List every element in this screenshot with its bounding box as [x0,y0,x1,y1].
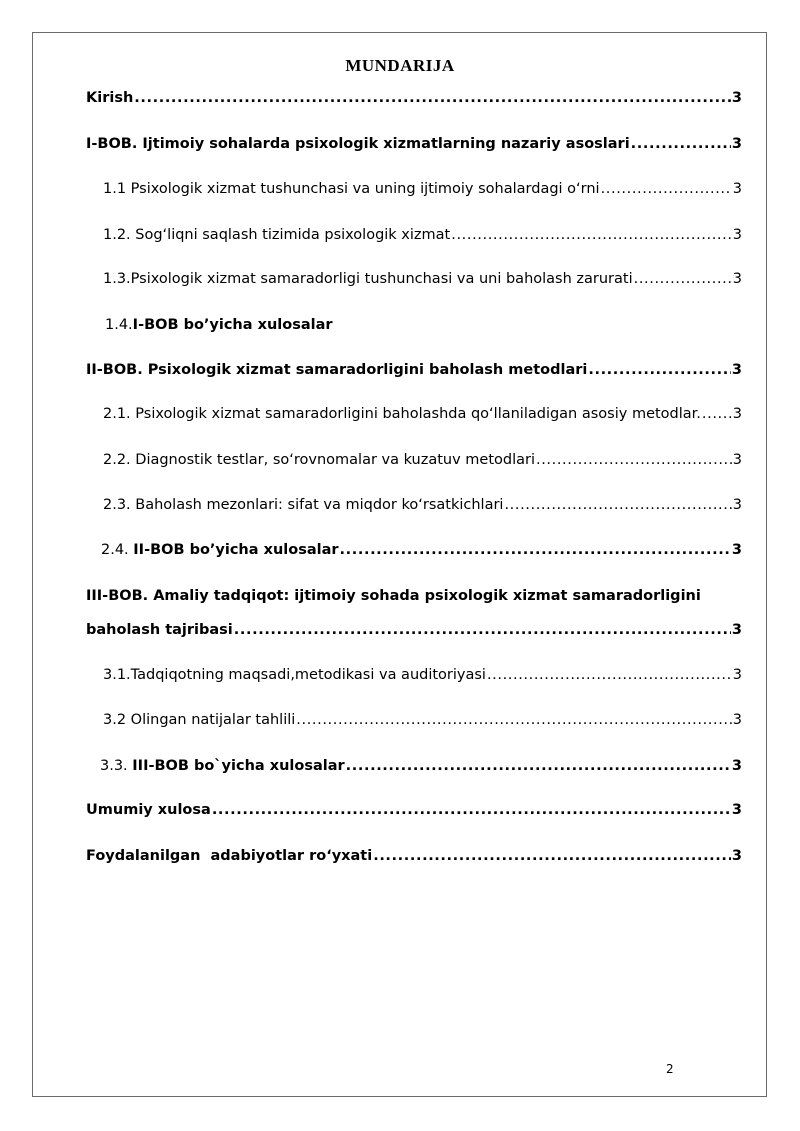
toc-entry-label: Umumiy xulosa [86,802,211,818]
toc-entry-label: I-BOB. Ijtimoiy sohalarda psixologik xizmatlarning nazariy asoslari [86,136,630,152]
toc-title: MUNDARIJA [345,56,455,75]
toc-entry-label: Foydalanilgan adabiyotlar ro‘yxati [86,848,373,864]
toc-entry-page: 3 [732,497,742,513]
toc-entry-2-1[interactable] [103,406,742,422]
toc-entry-page: 3 [731,136,742,152]
toc-entry-label: 3.2 Olingan natijalar tahlili [103,712,296,728]
leader-dots [212,802,731,818]
toc-entry-page: 3 [732,712,742,728]
leader-dots [346,758,731,774]
toc-entry-number: 2.4. [101,542,134,558]
toc-entry-label: 3.1.Tadqiqotning maqsadi,metodikasi va auditoriyasi [103,667,486,683]
leader-dots [296,712,731,728]
leader-dots [601,181,732,197]
toc-entry-chapter-1[interactable] [86,136,742,152]
toc-entry-1-2[interactable] [103,227,742,243]
toc-entry-page: 3 [731,622,742,638]
leader-dots [487,667,732,683]
toc-entry-page: 3 [731,802,742,818]
toc-entry-label: I-BOB bo’yicha xulosalar [132,317,333,333]
leader-dots [134,90,731,106]
toc-entry-page: 3 [731,90,742,106]
toc-entry-label: 2.3. Baholash mezonlari: sifat va miqdor ko‘rsatkichlari [103,497,504,513]
toc-entry-page: 3 [732,452,742,468]
toc-entry-label: Kirish [86,90,134,106]
toc-entry-chapter-2[interactable] [86,362,742,378]
toc-entry-label: III-BOB bo`yicha xulosalar [132,758,345,774]
toc-entry-label: 2.2. Diagnostik testlar, so‘rovnomalar va kuzatuv metodlari [103,452,536,468]
toc-entry-label: 1.1 Psixologik xizmat tushunchasi va uning ijtimoiy sohalardagi o‘rni [103,181,600,197]
toc-entry-number: 3.3. [100,758,133,774]
toc-entry-label: II-BOB. Psixologik xizmat samaradorligini baholash metodlari [86,362,588,378]
toc-entry-2-2[interactable] [103,452,742,468]
toc-entry-page: 3 [732,227,742,243]
leader-dots [234,622,731,638]
toc-entry-label: 2.1. Psixologik xizmat samaradorligini baholashda qo‘llaniladigan asosiy metodlar. [103,406,701,422]
toc-entry-label: III-BOB. Amaliy tadqiqot: ijtimoiy sohada psixologik xizmat samaradorligini [86,588,701,604]
toc-entry-number: 1.4. [105,317,133,333]
leader-dots [536,452,732,468]
toc-entry-label: baholash tajribasi [86,622,233,638]
toc-entry-page: 3 [732,406,742,422]
toc-entry-references[interactable] [86,848,742,864]
toc-entry-chapter-3[interactable] [86,588,701,604]
toc-entry-label: 1.3.Psixologik xizmat samaradorligi tushunchasi va uni baholash zarurati [103,271,633,287]
leader-dots [340,542,731,558]
toc-entry-2-3[interactable] [103,497,742,513]
toc-entry-1-4[interactable] [105,317,333,333]
toc-entry-chapter-3-cont[interactable] [86,622,742,638]
leader-dots [588,362,731,378]
toc-entry-1-3[interactable] [103,271,742,287]
toc-entry-1-1[interactable] [103,181,742,197]
toc-entry-page: 3 [731,542,742,558]
toc-entry-page: 3 [732,181,742,197]
leader-dots [504,497,731,513]
toc-entry-3-1[interactable] [103,667,742,683]
toc-entry-3-2[interactable] [103,712,742,728]
leader-dots [451,227,732,243]
leader-dots [373,848,731,864]
toc-entry-page: 3 [731,362,742,378]
toc-entry-page: 3 [732,667,742,683]
leader-dots [631,136,731,152]
toc-entry-page: 3 [731,848,742,864]
toc-entry-2-4[interactable] [101,542,742,558]
leader-dots [702,406,732,422]
page-number: 2 [666,1062,674,1076]
toc-entry-kirish[interactable] [86,90,742,106]
leader-dots [634,271,732,287]
toc-entry-label: II-BOB bo’yicha xulosalar [133,542,339,558]
toc-entry-3-3[interactable] [100,758,742,774]
toc-entry-page: 3 [731,758,742,774]
toc-entry-conclusion[interactable] [86,802,742,818]
toc-entry-page: 3 [732,271,742,287]
toc-entry-label: 1.2. Sog‘liqni saqlash tizimida psixologik xizmat [103,227,451,243]
